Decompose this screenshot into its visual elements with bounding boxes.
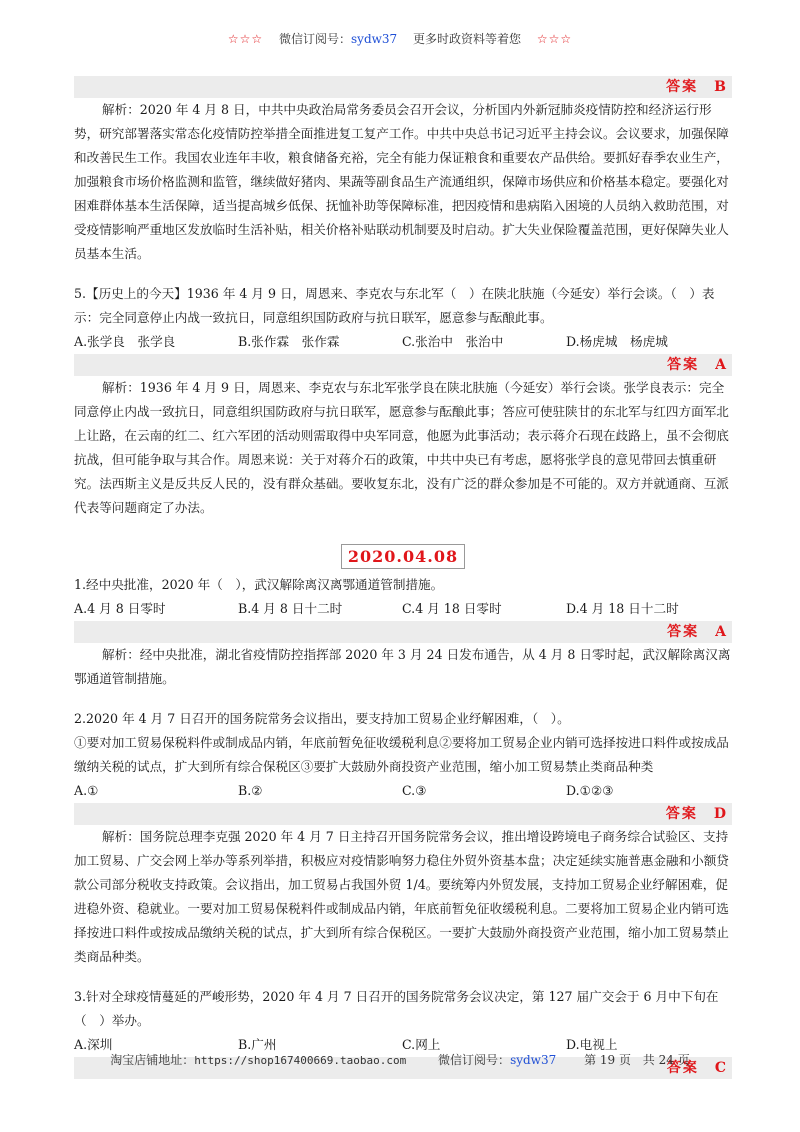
option-d: D.电视上 — [566, 1037, 618, 1052]
header-slogan: 更多时政资料等着您 — [413, 32, 522, 46]
page-header — [0, 30, 800, 47]
option-b: B.4 月 8 日十二时 — [238, 601, 343, 616]
stars-right: ☆☆☆ — [536, 32, 573, 46]
analysis-text: 解析：2020 年 4 月 8 日，中共中央政治局常务委员会召开会议，分析国内外新冠肺炎疫情防控和经济运行形势，研究部署落实常态化疫情防控举措全面推进复工复产工作。中共中央总书记习近平主持会议。会议要求，加强保障和改善民生工作。我国农业连年丰收，粮食储备充裕，完全有能力保证粮食和重要农产品供给。要抓好春季农业生产，加强粮食市场价格监测和监管，继续做好猪肉、果蔬等副食品生产流通组织，保障市场供应和价格基本稳定。要强化对困难群体基本生活保障，适当提高城乡低保、抚恤补助等保障标准，把因疫情和患病陷入困境的人员纳入救助范围，对受疫情影响严重地区发放临时生活补贴，相关价格补贴联动机制要及时启动。扩大失业保险覆盖范围，更好保障失业人员基本生活。 — [74, 102, 729, 261]
option-c: C.③ — [402, 783, 427, 798]
answer-label: 答案 A — [667, 624, 728, 640]
header-subscribe — [279, 32, 397, 46]
answer-label: 答案 A — [667, 357, 728, 373]
question-text: 3.针对全球疫情蔓延的严峻形势，2020 年 4 月 7 日召开的国务院常务会议决定，第 127 届广交会于 6 月中下旬在（ ）举办。 — [74, 989, 719, 1028]
date-label: 2020.04.08 — [341, 544, 465, 569]
analysis-text: 解析：国务院总理李克强 2020 年 4 月 7 日主持召开国务院常务会议，推出增设跨境电子商务综合试验区、支持加工贸易、广交会网上举办等系列举措，积极应对疫情影响努力稳住外贸外资基本盘；决定延续实施普惠金融和小额贷款公司部分税收支持政策。会议指出，加工贸易占我国外贸 1/4。要统筹内外贸发展，支持加工贸易企业纾解困难，促进稳外资、稳就业。一要对加工贸易保税料件或制成品内销，年底前暂免征收缓税利息。二要将加工贸易企业内销可选择按进口料件或按成品缴纳关税的试点，扩大到所有综合保税区。一要扩大鼓励外商投资产业范围，缩小加工贸易禁止类商品种类。 — [74, 829, 729, 964]
header-subscribe-id: sydw37 — [351, 32, 398, 46]
spacer — [74, 266, 732, 282]
page-number: 第 19 页 — [584, 1053, 631, 1067]
option-c: C.网上 — [402, 1037, 441, 1052]
stars-left: ☆☆☆ — [227, 32, 264, 46]
answer-bar — [74, 76, 732, 98]
option-a: A.张学良 张学良 — [74, 334, 176, 349]
option-c: C.4 月 18 日零时 — [402, 601, 502, 616]
option-d: D.杨虎城 杨虎城 — [566, 334, 668, 349]
option-b: B.② — [238, 783, 263, 798]
answer-bar — [74, 354, 732, 376]
answer-bar — [74, 621, 732, 643]
option-c: C.张治中 张治中 — [402, 334, 504, 349]
answer-label: 答案 C — [666, 1060, 728, 1076]
question-text: 5.【历史上的今天】1936 年 4 月 9 日，周恩来、李克农与东北军（ ）在陕北肤施（今延安）举行会谈。（ ）表示：完全同意停止内战一致抗日，同意组织国防政府与抗日联军，愿意参与酝酿此事。 — [74, 286, 715, 325]
footer-subscribe-label: 微信订阅号： — [438, 1053, 511, 1067]
option-b: B.张作霖 张作霖 — [238, 334, 340, 349]
spacer — [74, 969, 732, 985]
options-row — [74, 330, 732, 354]
options-row — [74, 779, 732, 803]
footer-shop-url[interactable]: https://shop167400669.taobao.com — [194, 1054, 407, 1067]
date-heading — [74, 544, 732, 569]
spacer — [74, 691, 732, 707]
question-text: 1.经中央批准，2020 年（ ），武汉解除离汉离鄂通道管制措施。 — [74, 577, 444, 592]
option-b: B.广州 — [238, 1037, 277, 1052]
option-d: D.①②③ — [566, 783, 614, 798]
answer-bar — [74, 803, 732, 825]
header-subscribe-label: 微信订阅号： — [278, 32, 351, 46]
statement-text: ①要对加工贸易保税料件或制成品内销，年底前暂免征收缓税利息②要将加工贸易企业内销可选择按进口料件或按成品缴纳关税的试点，扩大到所有综合保税区③要扩大鼓励外商投资产业范围，缩小加工贸易禁止类商品种类 — [74, 735, 729, 774]
footer-shop-label: 淘宝店铺地址： — [110, 1053, 195, 1067]
answer-label: 答案 D — [665, 806, 728, 822]
page-total: 共 24 页 — [642, 1053, 690, 1067]
options-row — [74, 597, 732, 621]
option-a: A.深圳 — [74, 1037, 113, 1052]
footer-shop — [110, 1053, 406, 1067]
analysis-text: 解析：经中央批准，湖北省疫情防控指挥部 2020 年 3 月 24 日发布通告，从 4 月 8 日零时起，武汉解除离汉离鄂通道管制措施。 — [74, 647, 731, 686]
main-content — [74, 76, 732, 1079]
answer-label: 答案 B — [666, 79, 728, 95]
page-footer — [0, 1051, 800, 1068]
option-d: D.4 月 18 日十二时 — [566, 601, 679, 616]
question-text: 2.2020 年 4 月 7 日召开的国务院常务会议指出，要支持加工贸易企业纾解困难，（ ）。 — [74, 711, 570, 726]
footer-subscribe — [438, 1053, 556, 1067]
footer-subscribe-id: sydw37 — [510, 1053, 557, 1067]
option-a: A.4 月 8 日零时 — [74, 601, 166, 616]
analysis-text: 解析：1936 年 4 月 9 日，周恩来、李克农与东北军张学良在陕北肤施（今延安）举行会谈。张学良表示：完全同意停止内战一致抗日，同意组织国防政府与抗日联军，愿意参与酝酿此事；答应可使驻陕甘的东北军与红四方面军北上让路，在云南的红二、红六军团的活动则需取得中央军同意，他愿为此事活动；表示蒋介石现在歧路上，虽不会彻底抗战，但可能争取与其合作。周恩来说：关于对蒋介石的政策，中共中央已有考虑，愿将张学良的意见带回去慎重研究。法西斯主义是反共反人民的，没有群众基础。要收复东北，没有广泛的群众参加是不可能的。双方并就通商、互派代表等问题商定了办法。 — [74, 380, 729, 515]
option-a: A.① — [74, 783, 99, 798]
